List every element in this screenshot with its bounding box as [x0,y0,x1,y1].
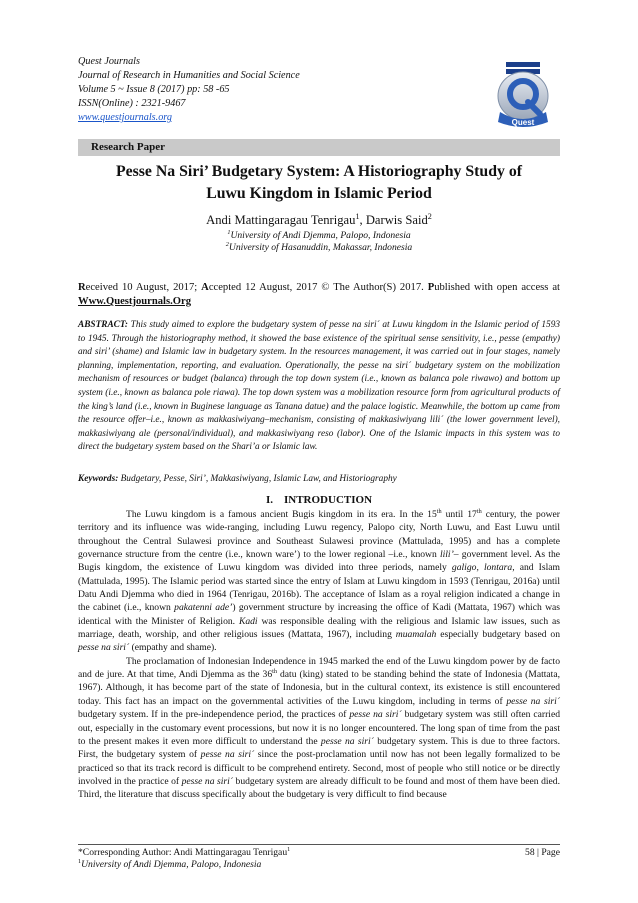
affiliation-sup: 1 [227,228,231,236]
author-sup: 1 [355,211,360,221]
journal-url-link[interactable]: www.questjournals.org [78,112,172,123]
keywords-text: Budgetary, Pesse, Siri’, Makkasiwiyang, Islamic Law, and Historiography [118,474,397,484]
affiliation-text: University of Andi Djemma, Palopo, Indonesia [230,230,411,241]
section-number: I. [265,494,273,506]
text-run: was responsible dealing with the religious and Islamic law issues, such as marriage, death, worship, and other religious issues (Mattata, 1967), including [78,615,560,641]
superscript: 1 [78,857,82,865]
publisher-site-link[interactable]: Www.Questjournals.Org [78,296,192,307]
journal-header [78,55,458,125]
paragraph [78,655,560,802]
text-run: datu (king) stated to be standing behind the state of Indonesia (Mattata, 1967). Although, it has become part of the state of Indonesia, but in the cultural context, its existence is still encountered today. This fact has an impact on the governmental activities of the Luwu kingdom, including in terms of [78,669,560,707]
paper-title [78,161,560,205]
keywords [78,473,560,486]
corresponding-author [78,847,560,859]
paper-type-bar: Research Paper [78,139,560,156]
italic-term: lili’ [439,549,454,561]
affiliation [78,230,560,242]
section-heading [78,493,560,507]
abstract-label: ABSTRACT: [78,320,128,330]
text-run: budgetary system was still often carried out, especially in the customary event processions, but now it is no longer encountered. The long span of time from the past to the present makes it even more difficult to understand the [78,709,560,747]
footer-affiliation [78,859,560,871]
italic-term: muamalah [395,629,437,641]
superscript: th [272,667,277,675]
title-line: Pesse Na Siri’ Budgetary System: A Historiography Study of [115,163,523,180]
text-run: since the post-proclamation until now has not been legally formalized to be practiced so that its track record is difficult to be comprehend entirety. Second, most of people who still notice or be directly involved in the practice of [78,749,560,787]
affiliation-text: University of Hasanuddin, Makassar, Indonesia [228,242,413,253]
text-run: until 17 [441,509,477,520]
abstract [78,319,560,455]
published-text: ublished with open access at [434,282,560,293]
italic-term: pakatenni ade’ [174,602,233,614]
corresponding-author-text: *Corresponding Author: Andi Mattingaragau Tenrigau [78,847,288,858]
italic-term: pesse na siri´ [78,642,130,654]
title-line: Luwu Kingdom in Islamic Period [206,185,432,202]
author-name: Darwis Said [365,213,428,227]
received-initial: R [78,282,86,293]
author-sup: 2 [427,211,432,221]
paragraph [78,508,560,655]
received-text: eceived 10 August, 2017; [85,282,202,293]
keywords-label: Keywords: [78,474,119,484]
logo-text: Quest [511,118,535,127]
text-run: century, the power territory and its influence was wide-ranging, including Luwu regency, Palopo city, North Luwu, and East Luwu until throughout the Central Sulawesi province and Southeast Sulawesi province (Mattulada, 1995) and has a complete governance structure from the centre (i.e., known ware’) to the lower regional –i.e., known [78,509,561,561]
superscript: th [476,507,482,515]
journal-issn: ISSN(Online) : 2321-9467 [78,98,186,109]
text-run: (empathy and shame). [129,642,217,654]
superscript: th [436,507,442,515]
abstract-text: This study aimed to explore the budgetary system of pesse na siri´ at Luwu kingdom in the Islamic period of 1593 to 1945. Through the historiography method, it showed the base existence of the spiritual sense sensitivity, i.e., pesse (empathy) and siri’ (shame) and Islamic law in budgetary system. In the resources management, it was carried out in four stages, namely planning, implementation, reporting, and evaluation. Operationally, the pesse na siri´ budgetary system on the mobilization mechanism of resources or budget (balanca) through the top down system (i.e., known as balanca pole riwawo) and bottom up system (i.e., known as balanca pole riawa). The top down system was a mobilization resource form from agricultural products of the king’s land (i.e., known in Buginese language as Tanana datue) and the palace logistic. Meanwhile, the bottom up came from the resource offer–i.e., known as makkasiwiyang–mechanism, consisting of makkasiwiyang lili´ (the lower government level), makkasiwiyang ale (personal/individual), and makkasiwiyang reso (labor). One of the Islamic impacts in this system was to direct the budgetary system based on the Shari’a or Islamic law. [78,320,560,453]
text-run: ) government structure by increasing the office of Kadi (Mattata, 1967) which was identical with the Minister of Religion. [78,602,560,627]
accepted-initial: A [201,282,209,293]
italic-term: Kadi [238,615,258,627]
page-number: 58 | Page [525,847,560,858]
text-run: – government level. As the Bugis kingdom, the existence of Luwu kingdom was divided into three periods, namely [78,549,560,574]
italic-term: pesse na siri´ [320,735,374,747]
footer-affiliation-text: University of Andi Djemma, Palopo, Indonesia [81,859,262,870]
affiliation [78,242,560,254]
italic-term: pesse na siri´ [200,749,255,761]
italic-term: galigo, lontara [451,562,513,574]
author-name: Andi Mattingaragau Tenrigau [206,213,356,227]
accepted-text: ccepted 12 August, 2017 © The Author(S) 2017. [208,282,428,293]
text-run: The proclamation of Indonesian Independence in 1945 marked the end of the Luwu kingdom power by de facto and de jure. At that time, Andi Djemma as the 36 [78,655,560,681]
authors [78,212,560,228]
text-run: budgetary system are already difficult to be found and most of them have been died. Third, the literature that discuss specifically about the budgetary is very difficult to find because [78,775,560,801]
journal-name: Quest Journals [78,56,140,67]
author-separator: , [359,213,366,227]
quest-logo-icon [488,52,558,132]
superscript: 1 [287,845,291,853]
journal-volume: Volume 5 ~ Issue 8 (2017) pp: 58 -65 [78,84,230,95]
text-run: The Luwu kingdom is a famous ancient Bugis kingdom in its era. In the 15 [126,509,437,520]
page-footer [78,847,560,871]
received-line [78,281,560,309]
footer-divider [78,844,560,845]
published-initial: P [427,282,435,293]
text-run: budgetary system. This is due to three factors. First, the budgetary system of [78,735,560,761]
italic-term: pesse na siri´ [349,709,402,721]
italic-term: pesse na siri´ [506,695,560,707]
section-title: INTRODUCTION [284,494,373,506]
affiliation-sup: 2 [225,240,229,248]
text-run: , and Islam (Mattulada, 1995). The Islamic period was started since the entry of Islam at Luwu kingdom in 1593 (Tenrigau, 2016a) until Datu Andi Djemma who died in 1964 (Tenrigau, 2016b). The acceptance of Islam as a royal religion indicated a change in the cabinet (i.e., known [78,562,560,614]
journal-title: Journal of Research in Humanities and Social Science [78,70,300,81]
text-run: especially budgetary based on [436,629,561,641]
body-text [78,508,560,802]
italic-term: pesse na siri´ [181,775,234,787]
text-run: budgetary system. If in the pre-independence period, the practices of [78,709,350,721]
